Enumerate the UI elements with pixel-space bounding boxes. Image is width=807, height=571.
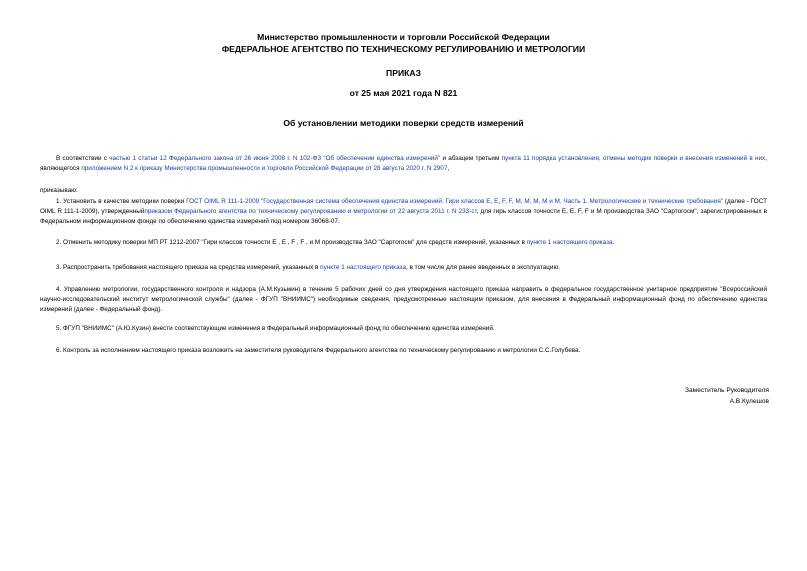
- item-2: [40, 238, 767, 248]
- agency-name: ФЕДЕРАЛЬНОЕ АГЕНТСТВО ПО ТЕХНИЧЕСКОМУ РЕГУЛИРОВАНИЮ И МЕТРОЛОГИИ: [221, 44, 586, 54]
- document-type: ПРИКАЗ: [386, 68, 421, 78]
- item-1-text-1: 1. Установить в качестве методики поверки: [56, 198, 187, 205]
- item-2-text-2: .: [612, 239, 615, 246]
- link-item-1-ref[interactable]: пункте 1 настоящего приказа: [526, 239, 613, 246]
- document-title: Об установлении методики поверки средств измерений: [283, 118, 524, 128]
- preamble-paragraph: [40, 154, 767, 174]
- item-1-text-2: (далее - ГОСТ OIML R 111-1-2009), утвержденный: [40, 198, 767, 215]
- link-gost-oiml[interactable]: ГОСТ OIML R 111-1-2009 "Государственная система обеспечения единства измерений. Гири классов Е, Е, F, F, M, M, M, M и М. Часть 1. Метрологические и технические требования": [186, 198, 724, 205]
- link-item-1-ref-2[interactable]: пункте 1 настоящего приказа: [320, 264, 406, 271]
- preamble-text-3: , являющегося: [40, 155, 767, 172]
- item-6: 6. Контроль за исполнением настоящего приказа возложить на заместителя руководителя Федерального агентства по техническому регулированию и метрологии С.С.Голубева.: [56, 347, 581, 354]
- link-order-233[interactable]: приказом Федерального агентства по техническому регулированию и метрологии от 22 августа 2011 г. N 233-ст: [144, 208, 477, 215]
- item-3-text-2: , в том числе для ранее введенных в эксплуатацию.: [405, 264, 560, 271]
- item-1: [40, 197, 767, 227]
- item-5: 5. ФГУП "ВНИИМС" (А.Ю.Кузин) внести соответствующие изменения в Федеральный информационный фонд по обеспечению единства измерений.: [56, 325, 495, 332]
- item-3: [40, 263, 767, 273]
- date-number: от 25 мая 2021 года N 821: [349, 88, 458, 98]
- order-word: приказываю:: [40, 187, 78, 194]
- item-2-text-1: 2. Отменить методику поверки МП РТ 1212-2007 "Гири классов точности Е , Е , F , F , и М производства ЗАО "Сартогосм" для средств измерений, указанных в: [56, 239, 527, 246]
- item-4: 4. Управлению метрологии, государственного контроля и надзора (А.М.Кузьмин) в течение 5 рабочих дней со дня утверждения настоящего приказа направить в федеральное государственное унитарное предприятие "Всероссийский научно-исследовательский институт метрологической службы" (далее - ФГУП "ВНИИМС") необходимые сведения, предусмотренные настоящим приказом, для внесения в Федеральный информационный фонд по обеспечению единства измерений (далее - Федеральный фонд).: [40, 286, 767, 313]
- item-1-text-3: , для гирь классов точности Е, Е, F, F и М производства ЗАО "Сартогосм", зарегистрированных в Федеральном информационном фонде по обеспечению единства измерений под номером 36068-07.: [40, 208, 767, 225]
- link-appendix-2[interactable]: приложением N 2 к приказу Министерства промышленности и торговли Российской Федерации от 28 августа 2020 г. N 2907: [81, 165, 448, 172]
- preamble-text-4: ,: [447, 165, 450, 172]
- signatory-name: А.В.Кулешов: [729, 398, 769, 405]
- link-federal-law[interactable]: частью 1 статьи 12 Федерального закона от 26 июня 2008 г. N 102-ФЗ "Об обеспечении единства измерений": [109, 155, 441, 162]
- preamble-text-1: В соответствии с: [56, 155, 110, 162]
- preamble-text-2: и абзацем третьим: [440, 155, 502, 162]
- link-order-rules[interactable]: пункта 11 порядка установления, отмены методик поверки и внесения изменений в них: [501, 155, 766, 162]
- signatory-position: Заместитель Руководителя: [685, 387, 769, 394]
- ministry-name: Министерство промышленности и торговли Российской Федерации: [257, 32, 550, 42]
- item-3-text-1: 3. Распространить требования настоящего приказа на средства измерений, указанных в: [56, 264, 321, 271]
